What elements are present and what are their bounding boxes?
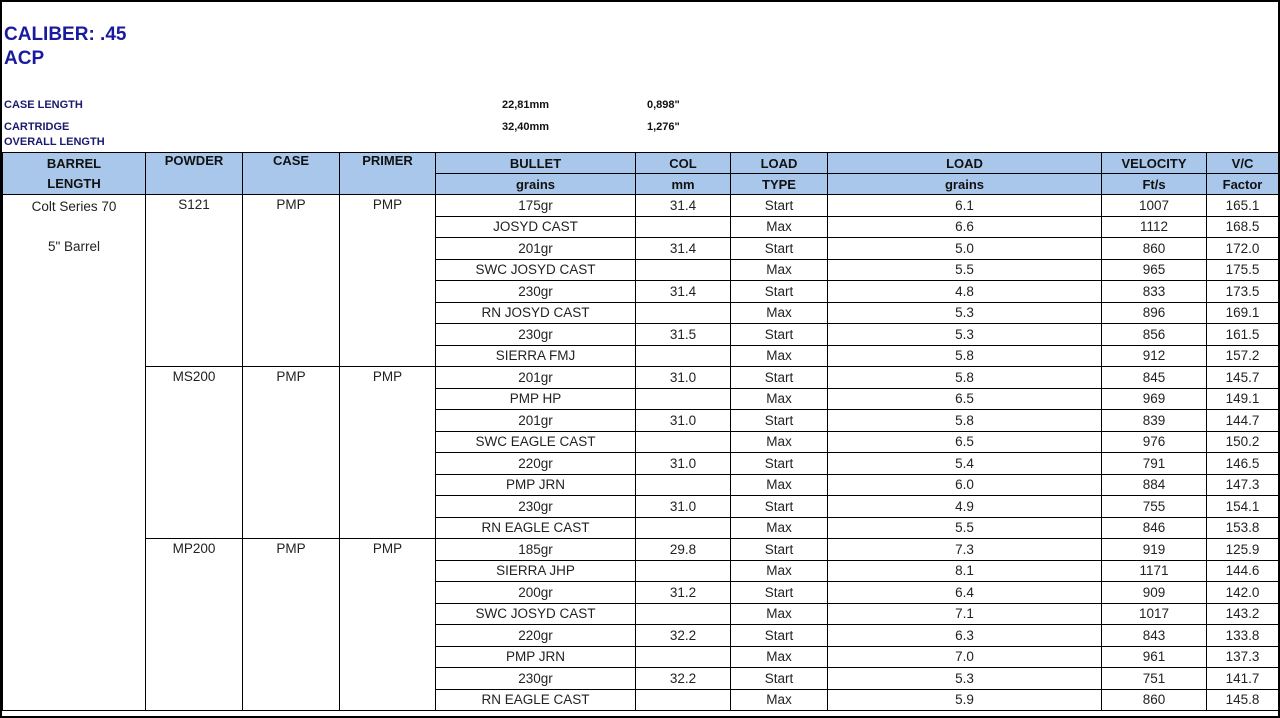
velocity-max: 965 <box>1102 259 1207 281</box>
vc-max: 137.3 <box>1207 646 1279 668</box>
bullet-weight: 230gr <box>436 668 636 690</box>
load-start: 5.3 <box>828 324 1102 346</box>
header-velocity-unit: Ft/s <box>1102 174 1207 195</box>
header-vc-unit: Factor <box>1207 174 1279 195</box>
bullet-name: RN EAGLE CAST <box>436 517 636 539</box>
load-max: 6.0 <box>828 474 1102 496</box>
load-max: 5.5 <box>828 259 1102 281</box>
case-cell: PMP <box>243 195 340 367</box>
powder-cell: MS200 <box>146 367 243 539</box>
load-type-max: Max <box>731 345 828 367</box>
bullet-name: SWC JOSYD CAST <box>436 603 636 625</box>
load-type-start: Start <box>731 195 828 217</box>
powder-cell: S121 <box>146 195 243 367</box>
vc-max: 169.1 <box>1207 302 1279 324</box>
header-vc: V/C <box>1207 153 1279 174</box>
vc-max: 175.5 <box>1207 259 1279 281</box>
load-type-max: Max <box>731 517 828 539</box>
load-type-start: Start <box>731 582 828 604</box>
col-value-empty <box>636 517 731 539</box>
vc-start: 154.1 <box>1207 496 1279 518</box>
vc-max: 144.6 <box>1207 560 1279 582</box>
col-value: 31.0 <box>636 367 731 389</box>
case-cell: PMP <box>243 367 340 539</box>
velocity-max: 969 <box>1102 388 1207 410</box>
velocity-start: 909 <box>1102 582 1207 604</box>
load-type-max: Max <box>731 259 828 281</box>
header-load-unit: grains <box>828 174 1102 195</box>
overall-length-mm: 32,40mm <box>502 121 550 133</box>
col-value: 31.2 <box>636 582 731 604</box>
load-max: 6.5 <box>828 388 1102 410</box>
velocity-start: 751 <box>1102 668 1207 690</box>
load-type-start: Start <box>731 238 828 260</box>
velocity-start: 755 <box>1102 496 1207 518</box>
bullet-weight: 201gr <box>436 367 636 389</box>
vc-start: 133.8 <box>1207 625 1279 647</box>
velocity-max: 896 <box>1102 302 1207 324</box>
col-value: 31.0 <box>636 410 731 432</box>
bullet-weight: 185gr <box>436 539 636 561</box>
vc-start: 142.0 <box>1207 582 1279 604</box>
col-value: 31.0 <box>636 496 731 518</box>
bullet-name: JOSYD CAST <box>436 216 636 238</box>
load-max: 5.8 <box>828 345 1102 367</box>
col-value: 32.2 <box>636 625 731 647</box>
load-start: 7.3 <box>828 539 1102 561</box>
primer-cell: PMP <box>340 195 436 367</box>
col-value-empty <box>636 474 731 496</box>
load-max: 5.5 <box>828 517 1102 539</box>
col-value-empty <box>636 259 731 281</box>
load-type-max: Max <box>731 216 828 238</box>
col-value: 32.2 <box>636 668 731 690</box>
load-type-start: Start <box>731 625 828 647</box>
vc-start: 165.1 <box>1207 195 1279 217</box>
velocity-max: 1171 <box>1102 560 1207 582</box>
load-start: 5.8 <box>828 410 1102 432</box>
velocity-max: 976 <box>1102 431 1207 453</box>
load-type-start: Start <box>731 281 828 303</box>
load-type-start: Start <box>731 410 828 432</box>
bullet-weight: 201gr <box>436 410 636 432</box>
header-bullet: BULLET <box>436 153 636 174</box>
load-type-max: Max <box>731 388 828 410</box>
header-load-type: LOAD <box>731 153 828 174</box>
vc-start: 141.7 <box>1207 668 1279 690</box>
case-length-label: CASE LENGTH <box>4 99 83 111</box>
case-length-mm: 22,81mm <box>502 99 550 111</box>
velocity-start: 791 <box>1102 453 1207 475</box>
velocity-start: 919 <box>1102 539 1207 561</box>
table-row <box>3 195 1279 217</box>
load-start: 5.0 <box>828 238 1102 260</box>
load-type-max: Max <box>731 646 828 668</box>
load-start: 4.8 <box>828 281 1102 303</box>
load-type-start: Start <box>731 539 828 561</box>
load-type-max: Max <box>731 431 828 453</box>
vc-start: 144.7 <box>1207 410 1279 432</box>
bullet-name: SWC EAGLE CAST <box>436 431 636 453</box>
velocity-start: 845 <box>1102 367 1207 389</box>
overall-length-in: 1,276" <box>647 121 680 133</box>
caliber-title: CALIBER: .45 <box>4 24 127 45</box>
vc-start: 173.5 <box>1207 281 1279 303</box>
col-value-empty <box>636 216 731 238</box>
table-row <box>3 367 1279 389</box>
bullet-name: RN JOSYD CAST <box>436 302 636 324</box>
header-load-type-unit: TYPE <box>731 174 828 195</box>
col-value-empty <box>636 646 731 668</box>
header-barrel-line2: LENGTH <box>47 175 101 191</box>
load-type-max: Max <box>731 603 828 625</box>
header-bullet-unit: grains <box>436 174 636 195</box>
overall-length-label-1: CARTRIDGE <box>4 121 70 133</box>
load-type-max: Max <box>731 302 828 324</box>
barrel-length: 5" Barrel <box>47 239 101 254</box>
bullet-weight: 220gr <box>436 625 636 647</box>
velocity-max: 860 <box>1102 689 1207 711</box>
load-type-start: Start <box>731 367 828 389</box>
header-case: CASE <box>243 153 340 195</box>
bullet-name: PMP HP <box>436 388 636 410</box>
load-data-table <box>2 152 1279 711</box>
velocity-max: 846 <box>1102 517 1207 539</box>
vc-start: 145.7 <box>1207 367 1279 389</box>
header-load: LOAD <box>828 153 1102 174</box>
load-start: 5.3 <box>828 668 1102 690</box>
load-type-start: Start <box>731 668 828 690</box>
load-type-start: Start <box>731 496 828 518</box>
col-value: 31.4 <box>636 281 731 303</box>
load-max: 8.1 <box>828 560 1102 582</box>
vc-max: 157.2 <box>1207 345 1279 367</box>
load-max: 7.0 <box>828 646 1102 668</box>
overall-length-label-2: OVERALL LENGTH <box>4 136 105 148</box>
velocity-max: 884 <box>1102 474 1207 496</box>
header-primer: PRIMER <box>340 153 436 195</box>
velocity-start: 839 <box>1102 410 1207 432</box>
load-max: 6.5 <box>828 431 1102 453</box>
load-max: 7.1 <box>828 603 1102 625</box>
barrel-gun: Colt Series 70 <box>31 199 117 214</box>
header-col-unit: mm <box>636 174 731 195</box>
vc-max: 150.2 <box>1207 431 1279 453</box>
col-value-empty <box>636 603 731 625</box>
bullet-weight: 220gr <box>436 453 636 475</box>
primer-cell: PMP <box>340 367 436 539</box>
load-type-start: Start <box>731 324 828 346</box>
load-type-start: Start <box>731 453 828 475</box>
load-type-max: Max <box>731 689 828 711</box>
col-value-empty <box>636 689 731 711</box>
col-value: 31.5 <box>636 324 731 346</box>
col-value-empty <box>636 388 731 410</box>
velocity-start: 833 <box>1102 281 1207 303</box>
vc-max: 168.5 <box>1207 216 1279 238</box>
vc-start: 146.5 <box>1207 453 1279 475</box>
col-value: 31.0 <box>636 453 731 475</box>
velocity-start: 860 <box>1102 238 1207 260</box>
col-value: 29.8 <box>636 539 731 561</box>
load-start: 5.4 <box>828 453 1102 475</box>
load-start: 4.9 <box>828 496 1102 518</box>
powder-cell: MP200 <box>146 539 243 711</box>
load-type-max: Max <box>731 474 828 496</box>
bullet-weight: 175gr <box>436 195 636 217</box>
load-max: 5.9 <box>828 689 1102 711</box>
vc-max: 149.1 <box>1207 388 1279 410</box>
header-barrel-line1: BARREL <box>46 155 102 171</box>
velocity-max: 1112 <box>1102 216 1207 238</box>
velocity-start: 843 <box>1102 625 1207 647</box>
vc-start: 161.5 <box>1207 324 1279 346</box>
barrel-cell <box>3 195 146 711</box>
load-max: 5.3 <box>828 302 1102 324</box>
col-value-empty <box>636 345 731 367</box>
header-col: COL <box>636 153 731 174</box>
table-row <box>3 539 1279 561</box>
bullet-name: SIERRA FMJ <box>436 345 636 367</box>
col-value-empty <box>636 560 731 582</box>
header-powder: POWDER <box>146 153 243 195</box>
bullet-name: PMP JRN <box>436 474 636 496</box>
velocity-max: 1017 <box>1102 603 1207 625</box>
bullet-weight: 230gr <box>436 324 636 346</box>
load-max: 6.6 <box>828 216 1102 238</box>
vc-max: 147.3 <box>1207 474 1279 496</box>
velocity-start: 1007 <box>1102 195 1207 217</box>
bullet-weight: 230gr <box>436 281 636 303</box>
load-start: 6.1 <box>828 195 1102 217</box>
velocity-max: 912 <box>1102 345 1207 367</box>
col-value-empty <box>636 302 731 324</box>
load-start: 5.8 <box>828 367 1102 389</box>
vc-max: 145.8 <box>1207 689 1279 711</box>
primer-cell: PMP <box>340 539 436 711</box>
header-row-1 <box>3 153 1279 174</box>
case-length-in: 0,898" <box>647 99 680 111</box>
load-start: 6.3 <box>828 625 1102 647</box>
col-value: 31.4 <box>636 238 731 260</box>
bullet-name: SWC JOSYD CAST <box>436 259 636 281</box>
vc-start: 172.0 <box>1207 238 1279 260</box>
caliber-subtitle: ACP <box>4 48 45 69</box>
header-barrel <box>3 153 146 195</box>
bullet-name: PMP JRN <box>436 646 636 668</box>
bullet-name: SIERRA JHP <box>436 560 636 582</box>
load-start: 6.4 <box>828 582 1102 604</box>
velocity-max: 961 <box>1102 646 1207 668</box>
bullet-weight: 230gr <box>436 496 636 518</box>
load-type-max: Max <box>731 560 828 582</box>
header-velocity: VELOCITY <box>1102 153 1207 174</box>
vc-start: 125.9 <box>1207 539 1279 561</box>
vc-max: 153.8 <box>1207 517 1279 539</box>
col-value-empty <box>636 431 731 453</box>
case-cell: PMP <box>243 539 340 711</box>
bullet-weight: 201gr <box>436 238 636 260</box>
col-value: 31.4 <box>636 195 731 217</box>
bullet-name: RN EAGLE CAST <box>436 689 636 711</box>
bullet-weight: 200gr <box>436 582 636 604</box>
velocity-start: 856 <box>1102 324 1207 346</box>
vc-max: 143.2 <box>1207 603 1279 625</box>
